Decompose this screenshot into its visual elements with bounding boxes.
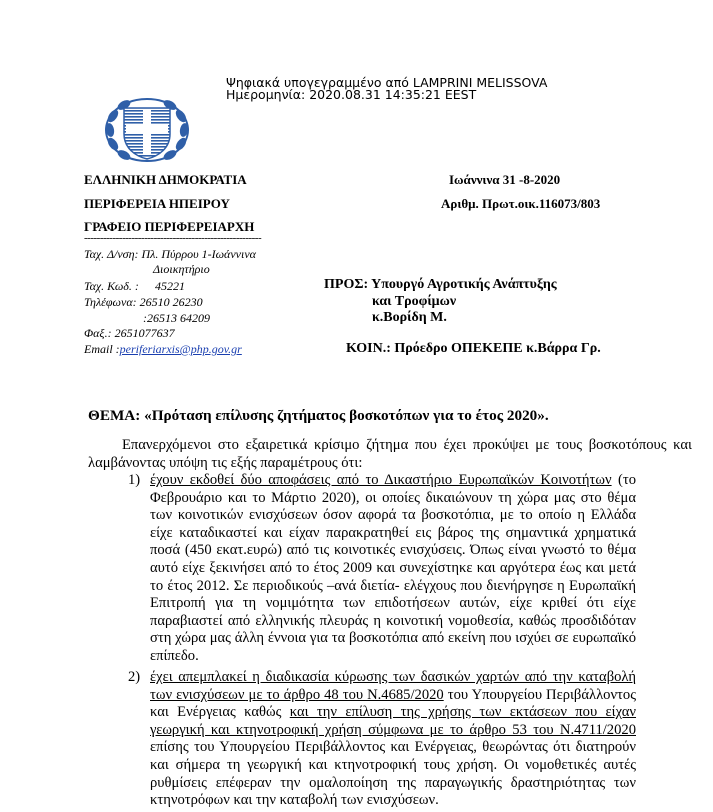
phone-line-1: Τηλέφωνα: 26510 26230 [84, 295, 203, 309]
email-row [84, 342, 242, 357]
digital-signature-line-1: Ψηφιακά υπογεγραμμένο από LAMPRINI MELISSOVA [226, 75, 548, 90]
item-1-body: (το Φεβρουάριο και το Μάρτιο 2020), οι οποίες δικαιώνουν τη χώρα μας στο θέμα των κοινοτικών ενισχύσεων όσον αφορά τα βοσκοτόπια, με το οποίο η Ελλάδα είχε καταδικαστεί και είχαν παρακρατηθεί εις βάρος της σημαντικά χρηματικά ποσά (450 εκατ.ευρώ) από τις κοινοτικές ενισχύσεις. Όπως είναι γνωστό το θέμα αυτό είχε ξεκινήσει από το έτος 2009 και συνεχίστηκε και αργότερα έως και μετά το έτος 2012. Σε περιοδικούς –ανά διετία- ελέγχους που διενήργησε η Ευρωπαϊκή Επιτροπή για τη νομιμότητα των επιδοτήσεων αυτών, είχε κριθεί ότι είχε παραβιαστεί από ελληνικής πλευράς η κοινοτική νομοθεσία, καθώς προσδιδόταν στη χώρα μας άλλη έννοια για τα βοσκοτόπια από εκείνη που ισχύει σε ευρωπαϊκό επίπεδο. [150, 472, 636, 664]
region-name: ΠΕΡΙΦΕΡΕΙΑ ΗΠΕΙΡΟΥ [84, 196, 230, 211]
address-line-1: Ταχ. Δ/νση: Πλ. Πύρρου 1-Ιωάννινα [84, 247, 256, 261]
postal-label: Ταχ. Κωδ. : [84, 279, 139, 293]
header-separator: -------------------------------------------------------- [84, 232, 262, 244]
address-line-2: Διοικητήριο [153, 262, 210, 276]
greek-state-emblem-icon [104, 98, 190, 162]
intro-paragraph: Επανερχόμενοι στο εξαιρετικά κρίσιμο ζήτημα που έχει προκύψει με τους βοσκοτόπους και λαμβάνοντας υπόψη τις εξής παραμέτρους ότι: [88, 437, 692, 471]
phone-line-2: :26513 64209 [143, 311, 210, 325]
item-2-body-a: του Υπουργείου Περιβάλλοντος και Ενέργειας καθώς [150, 686, 636, 721]
item-2-underlined-a: έχει απεμπλακεί η διαδικασία κύρωσης των δασικών χαρτών από την καταβολή των ενισχύσεων με το άρθρο 48 του Ν.4685/2020 [150, 669, 636, 703]
recipient-to-line-2: και Τροφίμων [372, 294, 457, 309]
item-1-number: 1) [128, 472, 141, 488]
office-name: ΓΡΑΦΕΙΟ ΠΕΡΙΦΕΡΕΙΑΡΧΗ [84, 219, 255, 234]
email-link[interactable]: periferiarxis@php.gov.gr [119, 342, 242, 356]
postal-code: 45221 [155, 279, 185, 293]
item-2-underlined-b: και την επίλυση της χρήσης των εκτάσεων που είχαν γεωργική και κτηνοτροφική χρήση σύμφωνα με το άρθρο 53 του Ν.4711/2020 [150, 704, 637, 738]
recipient-cc: ΚΟΙΝ.: Πρόεδρο ΟΠΕΚΕΠΕ κ.Βάρρα Γρ. [346, 341, 601, 356]
city-date: Ιωάννινα 31 -8-2020 [449, 172, 561, 187]
digital-signature-line-2: Ημερομηνία: 2020.08.31 14:35:21 EEST [226, 87, 477, 102]
item-2-number: 2) [128, 669, 141, 685]
recipient-to-line-1: ΠΡΟΣ: Υπουργό Αγροτικής Ανάπτυξης [324, 277, 557, 292]
protocol-number: Αριθμ. Πρωτ.οικ.116073/803 [441, 196, 601, 211]
item-1-text [150, 472, 636, 666]
item-2-body-b: επίσης του Υπουργείου Περιβάλλοντος και Ενέργειας, θεωρώντας ότι διατηρούν και σήμερα τη γεωργική και κτηνοτροφική τους χρήση. Οι νομοθετικές αυτές ρυθμίσεις επέφεραν την ομαλοποίηση της παραγωγικής δραστηριότητας των κτηνοτρόφων και την καταβολή των ενισχύσεων. [150, 739, 636, 809]
subject-line: ΘΕΜΑ: «Πρόταση επίλυσης ζητήματος βοσκοτόπων για το έτος 2020». [88, 407, 549, 424]
item-2-text [150, 669, 636, 810]
country-name: ΕΛΛΗΝΙΚΗ ΔΗΜΟΚΡΑΤΙΑ [84, 172, 247, 187]
fax-number: Φαξ.: 2651077637 [84, 326, 175, 340]
recipient-to-line-3: κ.Βορίδη Μ. [372, 310, 447, 325]
email-label: Email : [84, 342, 120, 356]
item-1-underlined: έχουν εκδοθεί δύο αποφάσεις από το Δικαστήριο Ευρωπαϊκών Κοινοτήτων [150, 472, 612, 488]
